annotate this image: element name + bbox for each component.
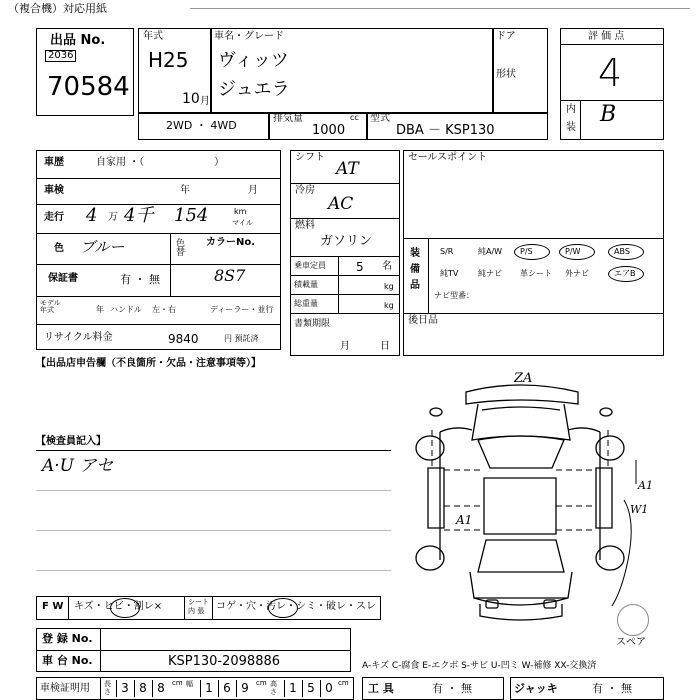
certificate-digit: 9 [236,680,253,697]
month-unit: 月 [200,96,210,107]
chassis-label: 車 台 No. [42,654,93,667]
fw-divider-1 [68,596,69,620]
equipment-item: 外ナビ [565,269,589,278]
fuel-value: ガソリン [320,234,373,249]
certificate-label: 車検証明用 [40,683,90,694]
name-grade-label: 車名・グレード [214,31,284,42]
doc-label: 書類期限 [294,319,331,329]
tools-label: 工 具 [368,682,394,695]
model-year-unit: 年 [96,305,104,314]
seat-yogore-circle [268,598,298,618]
spare-tire-icon [617,604,649,636]
displacement-unit: cc [350,113,359,122]
equipment-item: エアB [614,269,636,278]
certificate-digit: 8 [152,680,169,697]
capacity-label: 乗車定員 [294,261,326,270]
inspection-label: 車検 [44,185,64,196]
year-value: H25 [148,48,189,72]
color-no-label: カラーNo. [206,237,256,248]
history-value: 自家用 ・（ ） [96,157,225,168]
doc-day-unit: 日 [380,341,390,352]
model-label: 型式 [370,113,390,124]
ac-value: AC [328,194,354,214]
fuel-label: 燃料 [295,220,315,231]
equipment-item: ABS [614,247,630,256]
diagram-mark-top: ZA [514,371,533,386]
damage-legend: A-キズ C-腐食 E-エクボ S-サビ U-凹ミ W-補修 XX-交換済 [362,661,597,671]
fw-label: F W [42,601,64,612]
capacity-value: 5 [356,260,364,274]
door-label: ドア [496,31,516,42]
recycle-label: リサイクル料金 [44,332,113,343]
tools-value: 有 ・ 無 [432,682,472,695]
warranty-value: 有 ・ 無 [120,273,160,286]
history-label: 車歴 [44,157,64,168]
equipment-item: 純TV [440,269,459,278]
width-label: 幅 [186,680,193,688]
lot-number: 70584 [47,72,130,102]
score-label: 評 価 点 [588,31,625,42]
weight-unit: kg [384,301,394,310]
height-unit: cm [338,679,349,687]
height-label: 高さ [270,680,277,696]
mileage-mile-unit: マイル [232,219,253,227]
mileage-man-unit: 万 [108,212,118,223]
mileage-label: 走行 [44,212,64,223]
interior-label-2: 装 [566,122,576,133]
color-change-label: 色替 [174,238,184,256]
equipment-item: S/R [440,247,454,256]
shift-value: AT [336,159,359,179]
certificate-digit: 1 [200,680,217,697]
jack-label: ジャッキ [514,682,558,695]
model-year-label: モデル年式 [40,299,61,314]
certificate-digit: 5 [302,680,319,697]
fw-divider-3 [212,596,213,620]
diagram-mark-right-1: A1 [638,479,653,492]
mileage-handwritten-3: 154 [174,205,209,226]
load-unit: kg [384,282,394,291]
capacity-unit: 名 [382,261,392,272]
late-items-label: 後日品 [408,315,438,326]
color-no-value: 8S7 [214,266,246,285]
mileage-handwritten-2: 4千 [124,205,154,226]
equipment-item: 純A/W [478,247,503,256]
shape-label: 形状 [496,69,516,80]
width-unit: cm [256,679,267,687]
inspector-label: 【検査員記入】 [36,436,106,447]
recycle-value: 9840 [168,332,199,346]
dealer-label: ディーラー・並行 [210,305,274,314]
displacement-value: 1000 [312,123,346,138]
model-value: DBA － KSP130 [396,123,495,138]
certificate-digit: 8 [134,680,151,697]
recycle-unit: 円 預託済 [224,334,259,343]
ac-label: 冷房 [295,185,315,196]
doc-month-unit: 月 [340,341,350,352]
interior-label-1: 内 [566,104,576,115]
lot-small-number: 2036 [45,50,76,62]
inspection-year-unit: 年 [180,185,190,196]
warranty-label: 保証書 [48,273,78,284]
vehicle-name: ヴィッツ [218,50,289,71]
equipment-item: 革シート [520,269,552,278]
month-value: 10 [182,91,200,107]
certificate-digit: 0 [320,680,337,697]
certificate-col-line [100,677,101,700]
handle-label: ハンドル [110,305,142,314]
length-unit: cm [172,679,183,687]
color-value: ブルー [80,238,125,256]
navi-model-label: ナビ型番： [434,291,474,300]
interior-value: B [600,102,617,127]
inspector-note: A·U アセ [42,456,114,476]
registration-col-line [100,628,101,672]
fw-items: キズ・ヒビ・割レ× [74,601,163,612]
equipment-item: 純ナビ [478,269,502,278]
spare-label: スペア [616,637,646,648]
diagram-mark-right-2: W1 [630,503,649,516]
mileage-km-unit: km [234,207,247,216]
certificate-digit: 3 [116,680,133,697]
handle-value: 左・右 [152,305,176,314]
score-value: 4 [598,51,623,95]
equipment-label: 装備品 [410,248,420,291]
displacement-label: 排気量 [273,113,303,124]
seller-note-label: 【出品店申告欄（不良箇所・欠品・注意事項等）】 [36,358,261,369]
seat-label: シート内 張 [188,598,209,615]
color-label: 色 [54,243,64,254]
length-label: 長さ [104,680,111,696]
vehicle-grade: ジュエラ [218,79,290,100]
certificate-digit: 1 [284,680,301,697]
sales-point-label: セールスポイント [408,152,488,163]
fw-divider-2 [184,596,185,620]
chassis-value: KSP130-2098886 [168,654,281,669]
registration-row-line [36,650,351,651]
seat-items: コゲ・穴・汚レ・シミ・破レ・スレ [216,601,376,612]
year-label: 年式 [143,31,163,42]
inspection-month-unit: 月 [248,185,258,196]
load-label: 積載量 [294,280,318,289]
diagram-mark-left: A1 [456,513,473,527]
weight-label: 総重量 [294,299,318,308]
equipment-item: P/W [565,247,581,256]
fw-hibi-circle [110,598,140,618]
jack-value: 有 ・ 無 [592,682,632,695]
form-title: （複合機）対応用紙 [8,2,107,15]
registration-label: 登 録 No. [42,632,93,645]
equipment-item: P/S [520,247,533,256]
certificate-digit: 6 [218,680,235,697]
drive-type: 2WD ・ 4WD [166,119,237,132]
lot-label: 出品 No. [50,33,106,48]
shift-label: シフト [295,152,325,163]
mileage-handwritten-1: 4 [86,205,98,226]
